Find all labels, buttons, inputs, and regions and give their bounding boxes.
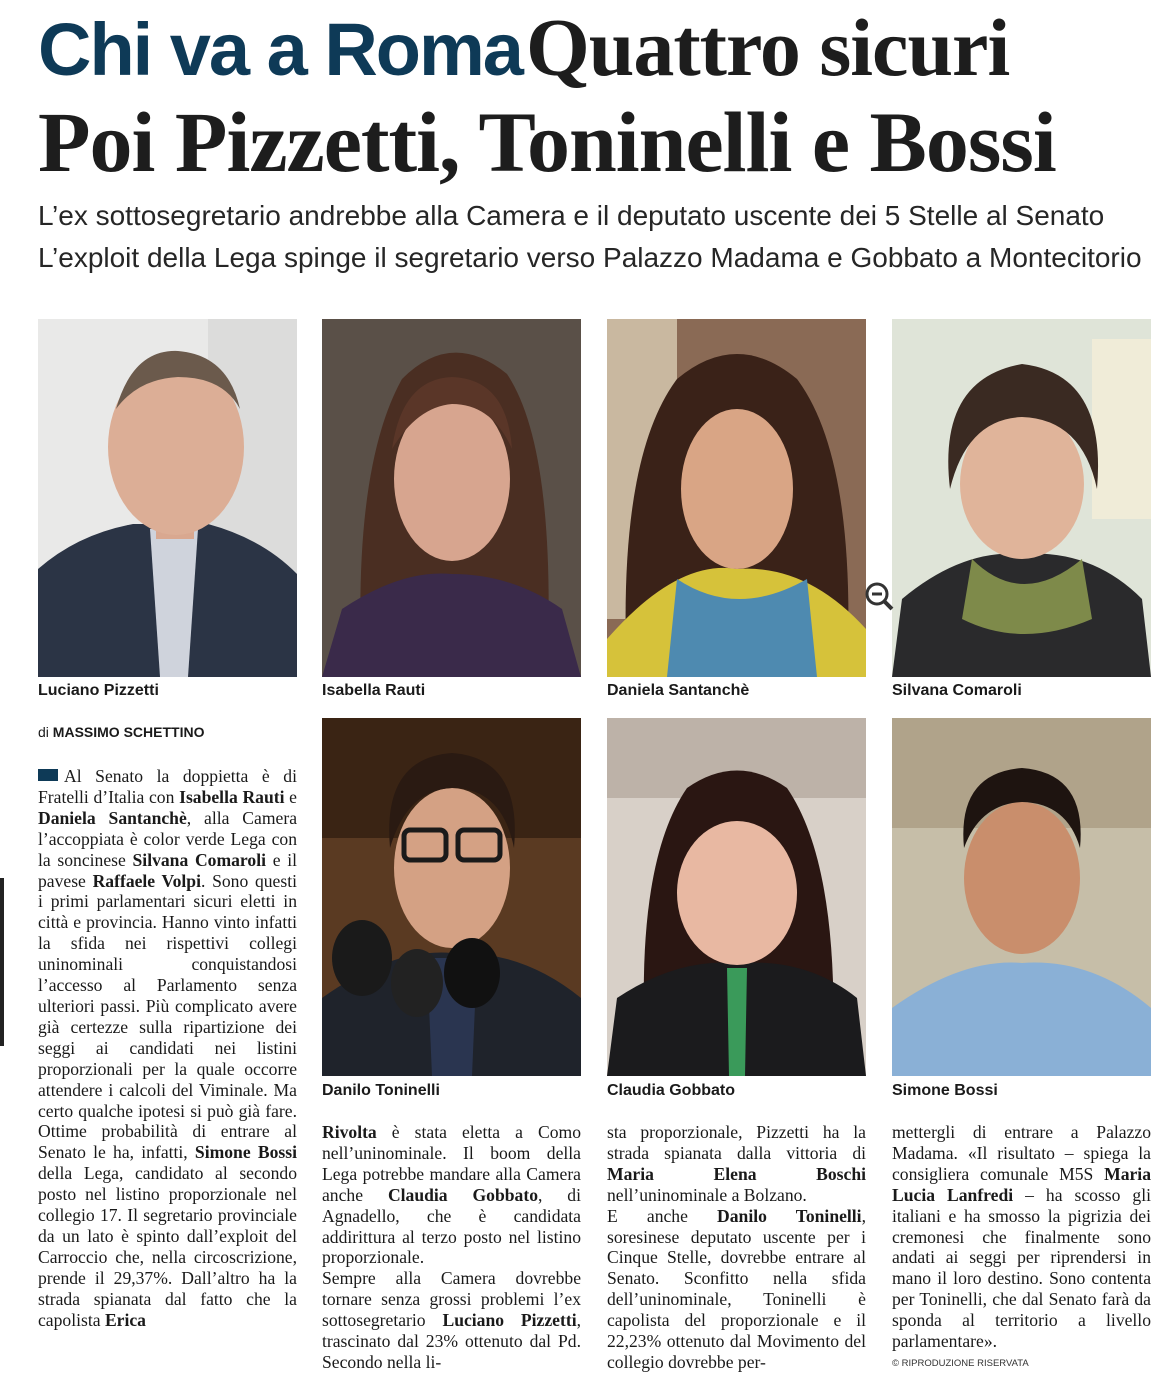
bold-name: Isabella Rauti <box>179 786 285 807</box>
photo-pizzetti <box>38 319 297 677</box>
article-text-2: Rivolta è stata eletta a Como nell’uninominale. Il boom della Lega potrebbe mandare alla Camera anche Claudia Gobbato, di Agnadello, che è candidata addirittura al terzo posto nel listino proporzionale. Sempre alla Camera dovrebbe tornare senza grossi problemi l’ex sottosegretario Luciano Pizzetti, trascinato dal 23% ottenuto dal Pd. Secondo nella li- <box>322 1122 581 1372</box>
article-column-3 <box>607 1122 866 1373</box>
article-column-2 <box>322 1122 581 1373</box>
article-paragraph <box>38 766 297 1330</box>
headline-kicker: Chi va a Roma <box>38 8 522 91</box>
subheadline-2: L’exploit della Lega spinge il segretario verso Palazzo Madama e Gobbato a Montecitorio <box>38 242 1142 273</box>
bold-name: Luciano Pizzetti <box>442 1310 577 1331</box>
bold-name: Danilo Toninelli <box>717 1205 862 1226</box>
caption-bossi: Simone Bossi <box>892 1082 998 1099</box>
bold-name: Raffaele Volpi <box>92 870 201 891</box>
byline-prefix: di <box>38 724 49 740</box>
caption-comaroli: Silvana Comaroli <box>892 682 1022 699</box>
bold-name: Maria Lucia Lanfredi <box>892 1163 1151 1205</box>
caption-gobbato: Claudia Gobbato <box>607 1082 735 1099</box>
byline <box>38 724 204 740</box>
article-text-1: Al Senato la doppietta è di Fratelli d’Italia con Isabella Rauti e Daniela Santanchè, alla Camera l’accoppiata è color verde Lega con la soncinese Silvana Comaroli e il pavese Raffaele Volpi. Sono questi i primi parlamentari sicuri eletti in città e provincia. Hanno vinto infatti la sfida nei rispettivi collegi uninominali conquistandosi l’accesso al Parlamento senza ulteriori passi. Più complicato avere già certezze sulla ripartizione dei seggi ai candidati nei listini proporzionali per la quale occorre attendere i calcoli del Viminale. Ma certo qualche ipotesi si può già fare. Ottime probabilità di entrare al Senato le ha, infatti, Simone Bossi della Lega, candidato al secondo posto nel listino proporzionale nel collegio 17. Il segretario provinciale da un lato è spinto dall’exploit del Carroccio che, nella circoscrizione, prende il 29,37%. Dall’altro ha la strada spianata dal fatto che la capolista Erica <box>38 766 298 1330</box>
photo-bossi <box>892 718 1151 1076</box>
bold-name: Claudia Gobbato <box>387 1184 538 1205</box>
article-text-4: mettergli di entrare a Palazzo Madama. «Il risultato – spiega la consigliera comunale M5S Maria Lucia Lanfredi – ha scosso gli italiani e ha smosso la pigrizia dei cremonesi che finalmente sono andati ai seggi per riprendersi in mano il loro destino. Sono contenta per Toninelli, che dal Senato farà da sponda al territorio a livello parlamentare». <box>892 1122 1152 1352</box>
byline-author: MASSIMO SCHETTINO <box>52 724 205 740</box>
zoom-out-icon[interactable] <box>863 580 895 612</box>
paragraph-bullet-icon <box>38 769 58 781</box>
page-edge-strip <box>0 878 4 1046</box>
subheadline-1: L’ex sottosegretario andrebbe alla Camera e il deputato uscente dei 5 Stelle al Senato <box>38 200 1105 231</box>
caption-rauti: Isabella Rauti <box>322 682 426 699</box>
caption-santanche: Daniela Santanchè <box>607 682 750 699</box>
bold-name: Erica <box>104 1309 146 1330</box>
headline-line-2: Poi Pizzetti, Toninelli e Bossi <box>38 94 1056 190</box>
bold-name: Simone Bossi <box>194 1142 297 1163</box>
bold-name: Daniela Santanchè <box>38 807 187 828</box>
photo-santanche <box>607 319 866 677</box>
article-column-1 <box>38 766 297 1330</box>
bold-name: Rivolta <box>322 1122 377 1142</box>
bold-name: Silvana Comaroli <box>132 849 266 870</box>
photo-comaroli <box>892 319 1151 677</box>
article-column-4 <box>892 1122 1151 1352</box>
caption-pizzetti: Luciano Pizzetti <box>38 682 159 699</box>
copyright-notice: © RIPRODUZIONE RISERVATA <box>892 1358 1029 1369</box>
bold-name: Maria Elena Boschi <box>607 1163 866 1184</box>
headline-main: Quattro sicuri <box>525 2 1010 93</box>
photo-rauti <box>322 319 581 677</box>
caption-toninelli: Danilo Toninelli <box>322 1082 440 1099</box>
photo-toninelli <box>322 718 581 1076</box>
article-text-3: sta proporzionale, Pizzetti ha la strada spianata dalla vittoria di Maria Elena Boschi nell’uninominale a Bolzano. E anche Danilo Toninelli, soresinese deputato uscente per i Cinque Stelle, dovrebbe entrare al Senato. Sconfitto nella sfida dell’uninominale, Toninelli è capolista del proporzionale e il 22,23% ottenuto dal Movimento del collegio dovrebbe per- <box>607 1122 866 1372</box>
photo-gobbato <box>607 718 866 1076</box>
